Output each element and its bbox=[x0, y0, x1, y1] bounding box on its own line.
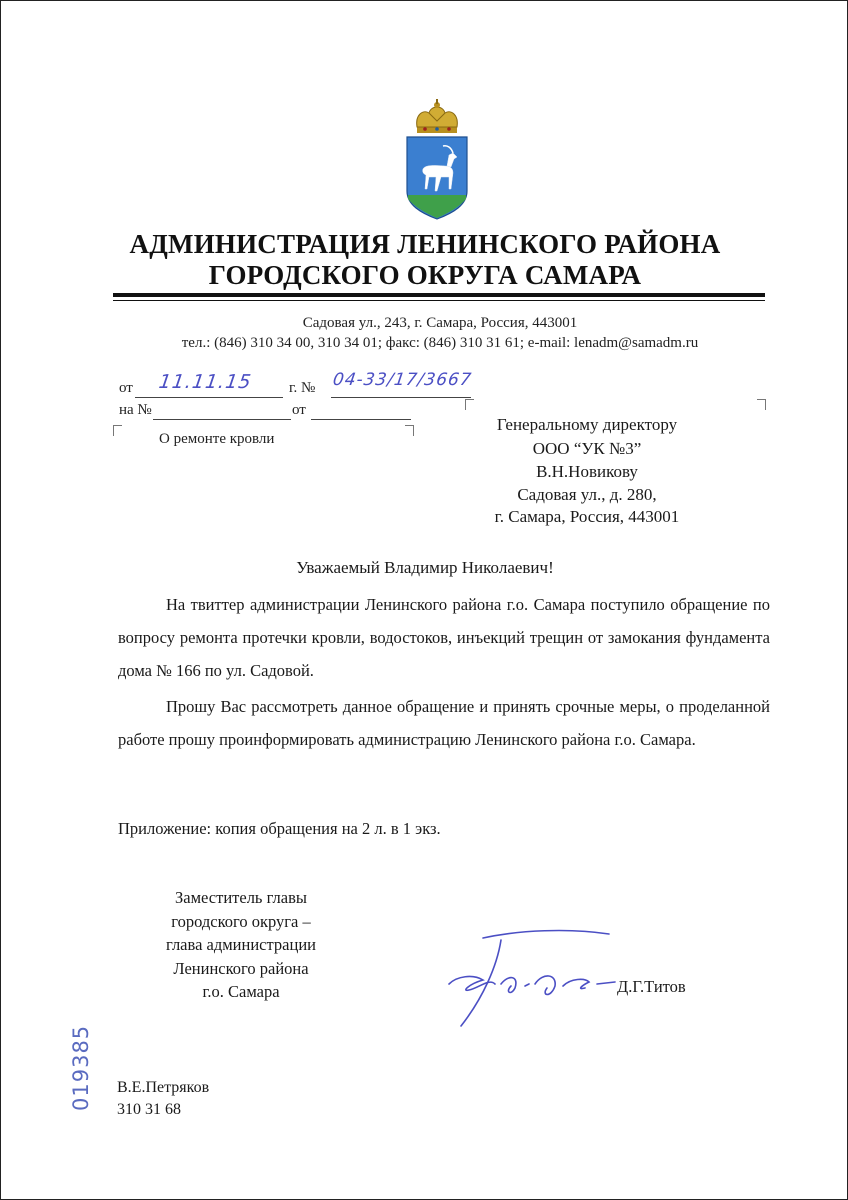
from-label: от bbox=[119, 380, 133, 396]
header-divider-thick bbox=[113, 293, 765, 297]
date-underline bbox=[135, 397, 283, 398]
recipient-street: Садовая ул., д. 280, bbox=[517, 485, 657, 504]
registration-number: 019385 bbox=[69, 1024, 93, 1111]
reply-from-label: от bbox=[292, 402, 306, 418]
signer-title-line: г.о. Самара bbox=[202, 982, 280, 1001]
registration-stamp bbox=[65, 1021, 95, 1111]
org-contacts: тел.: (846) 310 34 00, 310 34 01; факс: (846) 310 31 61; e-mail: lenadm@samadm.ru bbox=[181, 335, 699, 351]
number-underline bbox=[331, 397, 471, 398]
signer-title-line: глава администрации bbox=[166, 935, 316, 954]
body-paragraph-1: На твиттер администрации Ленинского района г.о. Самара поступило обращение по вопросу ремонта протечки кровли, водостоков, инъекций трещин от замокания фундамента дома № 166 по ул. Садовой. bbox=[118, 595, 770, 680]
reply-number-label: на № bbox=[119, 402, 152, 418]
recipient-company: ООО “УК №3” bbox=[532, 439, 642, 458]
recipient-position: Генеральному директору bbox=[496, 415, 678, 434]
signer-title-line: Ленинского района bbox=[173, 958, 309, 978]
subject-bracket-right bbox=[405, 425, 414, 436]
handwritten-signature bbox=[439, 926, 629, 1031]
recipient-bracket-right bbox=[757, 399, 766, 410]
recipient-name: В.Н.Новикову bbox=[536, 462, 638, 481]
body-paragraph-2: Прошу Вас рассмотреть данное обращение и принять срочные меры, о проделанной работе прошу проинформировать администрацию Ленинского района г.о. Самара. bbox=[118, 697, 770, 749]
attachment-note: Приложение: копия обращения на 2 л. в 1 экз. bbox=[118, 819, 441, 838]
greeting: Уважаемый Владимир Николаевич! bbox=[296, 558, 554, 577]
header-divider-thin bbox=[113, 300, 765, 301]
reply-date-underline bbox=[311, 419, 411, 420]
date-handwritten: 11.11.15 bbox=[157, 371, 254, 393]
org-address: Садовая ул., 243, г. Самара, Россия, 443001 bbox=[302, 315, 578, 331]
reply-number-underline bbox=[153, 419, 291, 420]
recipient-city: г. Самара, Россия, 443001 bbox=[494, 507, 680, 526]
signer-title-line: городского округа – bbox=[171, 911, 311, 931]
signer-name: Д.Г.Титов bbox=[617, 977, 686, 996]
number-handwritten: 04-33/17/3667 bbox=[331, 370, 474, 390]
signer-title bbox=[111, 886, 371, 1004]
year-number-label: г. № bbox=[289, 380, 316, 396]
crown-icon bbox=[417, 99, 458, 133]
recipient-bracket-left bbox=[465, 399, 474, 410]
executor-phone: 310 31 68 bbox=[117, 1101, 181, 1118]
signer-title-line: Заместитель главы bbox=[175, 888, 307, 907]
letter-subject: О ремонте кровли bbox=[159, 431, 275, 447]
executor-info bbox=[117, 1077, 209, 1121]
executor-name: В.Е.Петряков bbox=[117, 1079, 210, 1096]
subject-bracket-left bbox=[113, 425, 122, 436]
coat-of-arms-icon bbox=[401, 99, 473, 221]
org-name-line2: ГОРОДСКОГО ОКРУГА САМАРА bbox=[208, 260, 642, 290]
org-name-line1: АДМИНИСТРАЦИЯ ЛЕНИНСКОГО РАЙОНА bbox=[129, 229, 721, 259]
